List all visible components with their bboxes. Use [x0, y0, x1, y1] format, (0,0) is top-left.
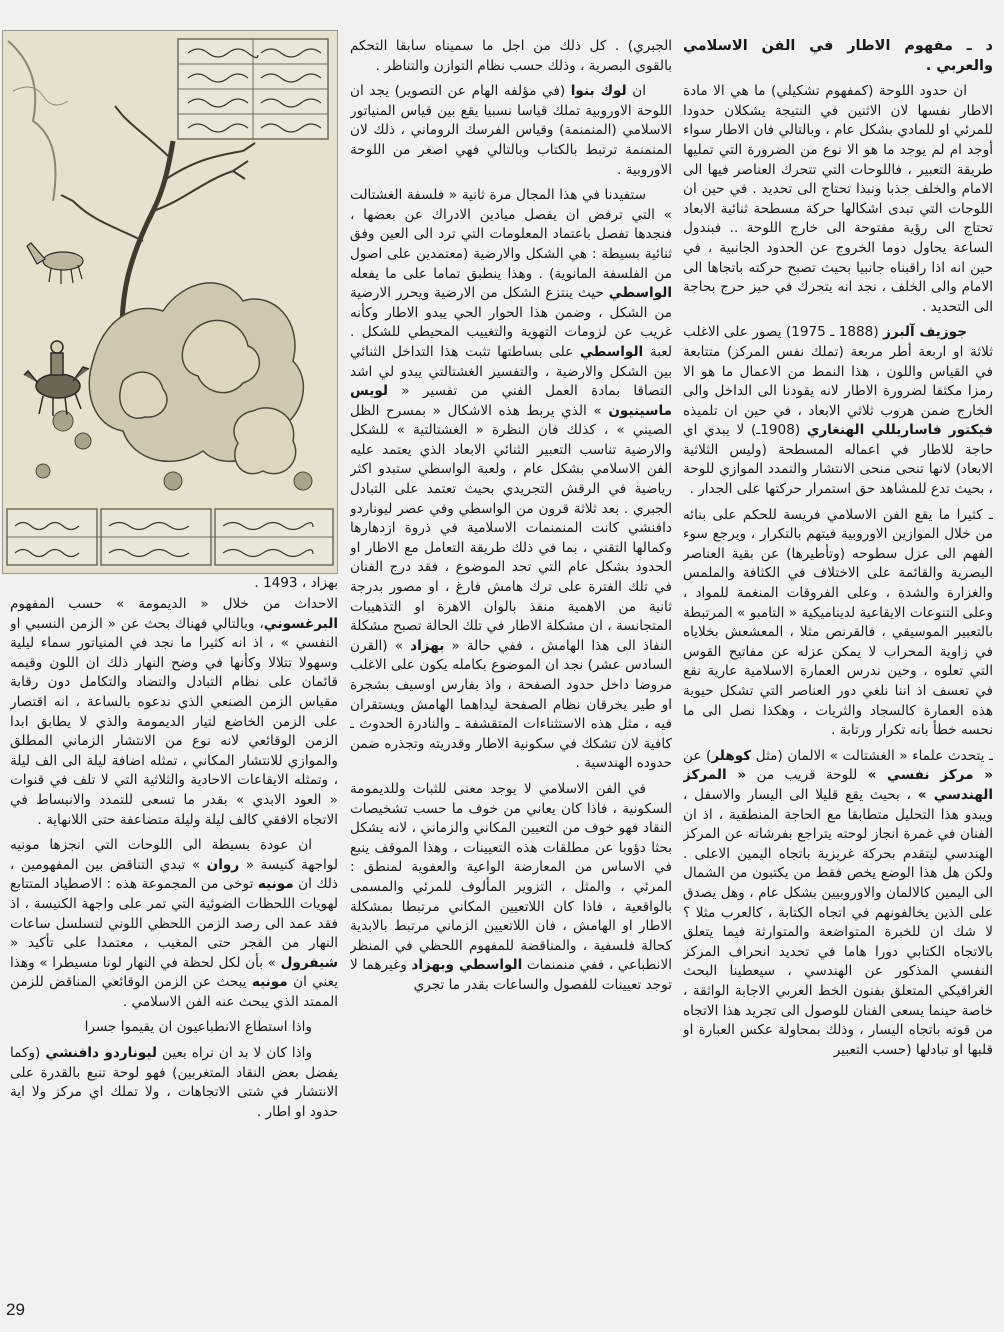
paragraph: الاحداث من خلال « الديمومة » حسب المفهوم البرغسوني، وبالتالي فهناك بحث عن « الزمن النسبي او النفسي » ، اذ انه كثيرا ما نجد في المنياتور سماء ليلية وسهولا تتلالا وكأنها في وضح النهار ذلك ان اللون وقيمه قائمان على نظام التبادل والتضاد والتكامل دون رقابة مقياس الزمن الصنعي الذي ندعوه بالساعة ، انه اقتصار على الزمن الخاضع لتيار الديمومة والذي لا يطابق ابدا الزمن الوقائعي لانه نوع من الانتشار الزماني المطلق والموازي للانتشار المكاني ، تمثله اضافة ليلة الى الف ليلة ، وتمثله الايقاعات الاحادية والثلاثية التي لا تلف في قنوات « العود الابدي » بقدر ما تسعى للتمدد والانبساط في الاتجاه الافقي كالف ليلة وليلة متضاعفة حتى اللانهاية . — [10, 596, 338, 828]
term: « مركز نفسي » — [867, 767, 993, 784]
paragraph: في الفن الاسلامي لا يوجد معنى للثبات وللديمومة السكونية ، فاذا كان يعاني من خوف ما حسب تشخيصات النقاد فهو خوف من التعيين المكاني والزماني ، لانه يشكل بحثا دؤوبا عن مطلقات هذه التعيينات ، وهذا الموقف ينبع في الاساس من المعارضة الواعية والعفوية لمنطق : المرئي ، والمثل ، التزوير المألوف للمرئي والمسمى بالواقعية ، فاذا كان اللاتعيين المكاني مرتبطا بمشكلة الاطار او الهامش ، فان اللاتعيين الزماني مرتبط بالابدية كحالة فلسفية ، والمناقضة للمفهوم اللحظي في المنظر الانطباعي ، ففي منمنمات الواسطي وبهزاد وغيرهما لا توجد تعيينات للفصول والساعات بقدر ما تجري — [350, 780, 672, 993]
figure-caption: بهزاد ، 1493 . — [254, 575, 338, 591]
artist-name: البرغسوني — [263, 615, 338, 632]
artist-name: الواسطي — [608, 285, 672, 302]
artist-name: كوهلر — [711, 747, 752, 764]
paragraph: واذا كان لا بد ان نراه بعين ليوناردو دافنشي (وكما يفضل بعض النقاد المتغربين) فهو لوحة تنبع بالقدرة على الانتشار في شتى الاتجاهات ، ولا تملك اي مركز ولا اية حدود او اطار . — [10, 1045, 338, 1120]
term: « المركز الهندسي » — [683, 767, 993, 803]
paragraph: ـ كثيرا ما يقع الفن الاسلامي فريسة للحكم على بنائه من خلال الموازين الاوروبية فيتهم بالتكرار ، ويرجع سوء الفهم الى عزل سطوحه (وتأطيرها) عن بقية العناصر البصرية والقائمة على الاختلاف في الكثافة والملمس والغزارة والشدة ، وعلى الفروقات المنغمة للمواد ، وعلى التنوعات الايقاعية لديناميكية « التامبو » المرتبطة بالتعبير الموسيقي ، فالقرنص مثلا ، المعشعش بخلاياه في زاوية المحراب لا يمكن عزله عن مفاتيح القوس التي تعلوه ، وحين ندرس العمارة الاسلامية عارية نقع في تعسف اذ اننا نلغي دور العناصر التي تشكل حيوية هذه العمارة كالسجاد والثريات ، وهكذا نصل الى ما نحسه خطأ بانه تكرار ورتابة . — [683, 506, 993, 739]
miniature-painting-figure — [2, 30, 338, 574]
artist-name: الواسطي وبهزاد — [411, 957, 523, 974]
text-column-left — [10, 595, 338, 1285]
paragraph: جوزيف آلبرز (1888 ـ 1975) يصور على الاغلب ثلاثة او اربعة أطر مربعة (تملك نفس المركز) متتابعة في القياس واللون ، هذا النمط من الاعمال ما هو الا رمزا مكثفا لضرورة الاطار لانه يقودنا الى الداخل والى الخارج ضمن هروب ثلاثي الابعاد ، في حين ان تلميذه فيكتور فاساريللي الهنغاري (1908ـ) لا يبدي اي حاجة للاطار في اعماله المسطحة (وليس الثلاثية الابعاد) لانها تنحى منحى الانتشار والتمدد الموازي للوحة ، بحيث تدع للمشاهد حق استمرار حركتها على الجدار . — [683, 324, 993, 498]
artist-name: الواسطي — [579, 343, 644, 360]
section-heading: د ـ مفهوم الاطار في الفن الاسلامي والعربي . — [683, 38, 993, 74]
artist-name: لويس ماسينيون — [350, 383, 672, 419]
text-column-middle — [350, 37, 672, 1312]
paragraph: ـ يتحدث علماء « الغشتالت » الالمان (مثل كوهلر) عن « مركز نفسي » للوحة قريب من « المركز الهندسي » ، بحيث يقع قليلا الى اليسار والاسفل ، ويبدو هذا التحليل متطابقا مع الحاجة المنطقية ، اذ ان الفنان في غمرة انجاز لوحته يتراجع بفرشاته عن المركز الهندسي ليتقدم بحركة غريزية باتجاه اليمين الاعلى . ولكن هل هذا الوضع يخص فقط من يكتبون من الشمال الى اليمين كالالمان والاوروبيين بشكل عام ، وهل يصدق على الذين يخالفونهم في اتجاه الكتابة ، كالعرب مثلا ؟ لا شك ان للخبرة المتواضعة والمتوارثة فيما يتعلق بالاتجاه الكتابي دورا هاما في تحديد انحراف المركز النفسي المذكور عن الهندسي ، سيعطينا البحث الغرافيكي المتعلق بفنون الخط العربي الاجابة الواثقة ، خاصة حينما يسعى الفنان للوصول الى تجريد هذا الاتجاه من قوته باتجاه اليسار ، وذلك بمحاولة عكس العبارة او قلبها او تبادلها (حسب التعبير — [683, 747, 993, 1058]
paragraph: الجبري) . كل ذلك من اجل ما سميناه سابقا التحكم بالقوى البصرية ، وذلك حسب نظام التوازن والتناظر . — [350, 38, 672, 74]
artist-name: مونيه — [251, 974, 288, 991]
miniature-painting-image — [3, 31, 337, 573]
artist-name: بهزاد — [410, 637, 445, 654]
artist-name: لوك بنوا — [570, 83, 627, 100]
artist-name: جوزيف آلبرز — [883, 324, 967, 341]
artist-name: ليوناردو دافنشي — [45, 1045, 158, 1062]
artist-name: شيفرول — [280, 954, 338, 971]
paragraph: ان لوك بنوا (في مؤلفه الهام عن التصوير) يجد ان اللوحة الاوروبية تملك قياسا نسبيا يقع بين قياس المنياتور الاسلامي (المنمنمة) وقياس الفرسك الروماني ، ذلك لان المنمنمة ترتبط بالكتاب وبالتالي فهي اصغر من اللوحة الاوروبية . — [350, 83, 672, 178]
paragraph: ان حدود اللوحة (كمفهوم تشكيلي) ما هي الا مادة الاطار نفسها لان الاثنين في النتيجة يشكلان حدودا للمرئي او للمادي بشكل عام ، وبالتالي فان الاطار سواء أوجد ام لم يوجد ما هو الا نوع من الضرورة التي تمليها طريقة التعبير ، فاللوحات التي تتحرك العناصر فيها الى الامام والخلف جذبا ونبذا تحتاج الى تحديد . في حين ان اللوحات التي تبدى اشكالها حركة مسطحة ثنائية الابعاد تحتاج الى رؤية مفتوحة الى خارج اللوحة .. فبندول الساعة يحاول دوما الخروج عن الحدود الجانبية ، في حين انه اذا راقبناه جانبيا بحيث تصبح حركته باتجاها الى الامام والى الخلف ، نجد انه يتحرك في حيز حرج بحاجة الى التحديد . — [683, 83, 993, 315]
paragraph: ستفيدنا في هذا المجال مرة ثانية « فلسفة الغشتالت » التي ترفض ان يفصل ميادين الادراك عن بعضها ، فنجدها تفصل باعتماد المعلومات التي ترد الى العين وفق ثنائية بسيطة : هي الشكل والارضية (معتمدين على اصول من الفلسفة المانوية) . وهذا ينطبق تماما على ما يفعله الواسطي حيث ينتزع الشكل من الارضية ويحرر الارضية من الشكل ، وضمن هذا الحوار الحي يبدو الاطار وكأنه غريب عن لزومات التهوية والتغييب المحيطي للشكل . لعبة الواسطي على بساطتها تثبت هذا التداخل الثنائي بين الشكل والارضية ، والتفسير الغشتالتي يبدو لي اشد التصاقا بمادة العمل الفني من تفسير « لويس ماسينيون » الذي يربط هذه الاشكال « بمسرح الظل الصيني » ، كذلك فان النظرة « الغشتالتية » للشكل والارضية تناسب التعبير الثنائي الابعاد الذي يعتمد عليه الفن الاسلامي بشكل عام ، ولعبة الواسطي ستبدو اكثر رياضية في الرقش التجريدي بحيث تعتمد على التبادل الجبري . بعد ثلاثة قرون من الواسطي وفي عصر ليوناردو دافنشي كانت المنمنمات الاسلامية في ذروة ازدهارها وكمالها التقني ، بما في ذلك طريقة التعامل مع الاطار او الحدود بشكل عام التي تحد الموضوع ، فقد درج الفنان في تلك الفترة على ترك هامش فارغ ، او مصور بدرجة ثانية من الاهمية منفذ بالوان الاهرة او التذهيبات المتجانسة ، ان مشكلة الاطار في تلك الحالة تصبح مشكلة النفاذ الى هذا الهامش ، ففي حالة « بهزاد » (القرن السادس عشر) نجد ان الموضوع بكامله يكون على الاغلب مروضا داخل حدود الصفحة ، واذ بفارس اوسيف بشجرة او طير يخرقان نظام الصفحة ليداهما الهامش ويستقران فيه ، مثل هذه الاستثناءات المتقشفة ـ والنادرة الحدوث ـ كافية لان تشكك في سكونية الاطار وقدريته وتجذره ضمن حدوده الهندسية . — [350, 187, 672, 772]
place-name: روان — [206, 856, 240, 873]
artist-name: فيكتور فاساريللي الهنغاري — [806, 422, 993, 439]
paragraph: ان عودة بسيطة الى اللوحات التي انجزها مونيه لواجهة كنيسة « روان » تبدي التناقض بين المفهومين ، ذلك ان مونيه توخى من المجموعة هذه : الاصطياد المتتابع لهويات اللحظات الضوئية التي تمر على واجهة الكنيسة ، اذ فقد عمد الى رصد الزمن اللحظي اللوني لتسلسل ساعات النهار من الفجر حتى المغيب ، معتمدا على تأكيد « شيفرول » بأن لكل لحظة في النهار لونا مسيطرا » وهذا يعني ان مونيه يبحث عن الزمن الوقائعي المناقض للزمن الممتد الذي يبحث عنه الفن الاسلامي . — [10, 837, 338, 1010]
artist-name: مونيه — [257, 876, 294, 893]
text-column-right — [683, 37, 993, 1312]
paragraph: واذا استطاع الانطباعيون ان يقيموا جسرا — [84, 1019, 312, 1036]
page-number: 29 — [6, 1300, 25, 1319]
